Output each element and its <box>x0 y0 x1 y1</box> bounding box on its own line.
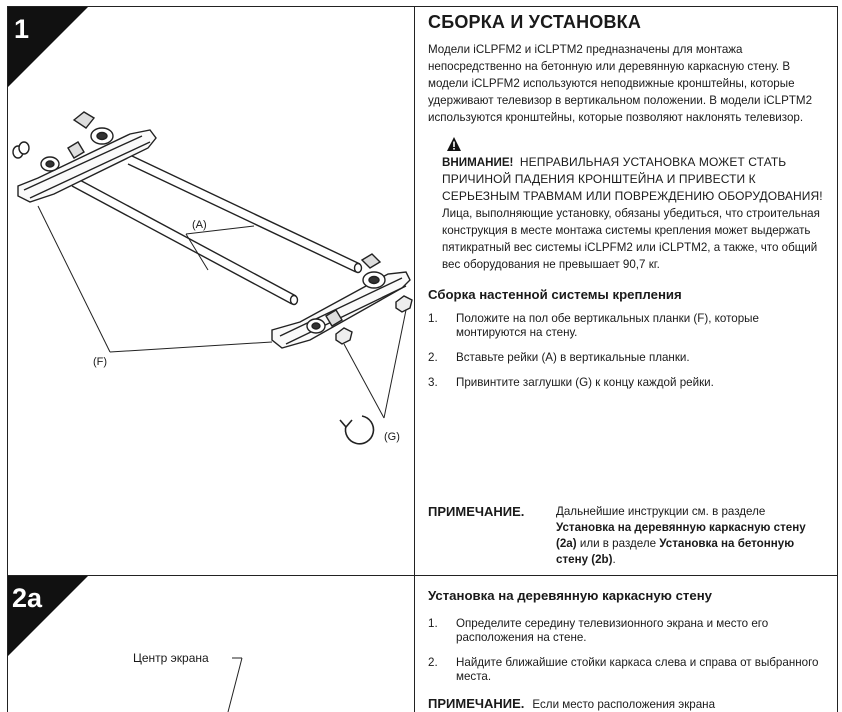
section-2a-subtitle: Установка на деревянную каркасную стену <box>428 588 713 603</box>
section-2a-steps <box>428 617 826 684</box>
note-link-2a: Установка на деревянную каркасную стену (2a) <box>556 521 806 550</box>
label-brackets-f: (F) <box>93 356 108 368</box>
section-1-note <box>428 498 828 578</box>
section-1-title: СБОРКА И УСТАНОВКА <box>428 12 642 32</box>
assembly-subtitle: Сборка настенной системы крепления <box>428 287 682 302</box>
warning-icon <box>446 136 462 152</box>
list-item: 1. Определите середину телевизионного экрана и место его расположения на стене. <box>428 617 769 644</box>
step-2a-number: 2a <box>12 583 43 613</box>
list-item: 1. Положите на пол обе вертикальных планки (F), которые монтируются на стену. <box>428 312 759 339</box>
intro-paragraph: Модели iCLPFM2 и iCLPTM2 предназначены для монтажа непосредственно на бетонную или деревянную каркасную стену. В модели iCLPFM2 используются неподвижные кронштейны, которые удерживают телевизор в вертикальном положении. В модели iCLPTM2 используются кронштейны, которые позволяют наклонять телевизор. <box>428 43 813 124</box>
warning-body: Лица, выполняющие установку, обязаны убедиться, что строительная конструкция в месте монтажа системы крепления может выдержать пятикратный вес системы iCLPFM2 или iCLPTM2, а также, что общий вес оборудования не превышает 90,7 кг. <box>442 207 820 271</box>
note-text: Дальнейшие инструкции см. в разделе Установка на деревянную каркасную стену (2a) или в разделе Установка на бетонную стену (2b). <box>556 505 806 566</box>
warning-caps: НЕПРАВИЛЬНАЯ УСТАНОВКА МОЖЕТ СТАТЬ ПРИЧИНОЙ ПАДЕНИЯ КРОНШТЕЙНА И ПРИВЕСТИ К СЕРЬЕЗНЫМ ТРАВМАМ ИЛИ ПОВРЕЖДЕНИЮ ОБОРУДОВАНИЯ! <box>442 155 823 203</box>
label-caps-g: (G) <box>384 431 400 443</box>
list-item: 3. Привинтите заглушки (G) к концу каждой рейки. <box>428 376 714 389</box>
warning-text <box>442 140 826 273</box>
assembly-illustration <box>10 90 414 460</box>
assembly-steps <box>428 312 826 390</box>
list-item: 2. Найдите ближайшие стойки каркаса слева и справа от выбранного места. <box>428 656 819 683</box>
section-2a-text <box>428 588 826 695</box>
center-leader-line <box>206 650 256 712</box>
warning-label: ВНИМАНИЕ! <box>442 156 514 169</box>
note-link-2b: Установка на бетонную стену (2b) <box>556 537 795 566</box>
list-item: 2. Вставьте рейки (A) в вертикальные планки. <box>428 351 690 364</box>
column-divider <box>414 6 415 712</box>
step-1-number: 1 <box>14 14 30 44</box>
section-2a-note: ПРИМЕЧАНИЕ. Если место расположения экрана <box>428 696 716 711</box>
note-label: ПРИМЕЧАНИЕ. <box>428 504 525 519</box>
label-rails-a: (A) <box>192 219 207 231</box>
screen-center-label: Центр экрана <box>133 651 209 665</box>
section-1-text <box>428 10 826 401</box>
warning-block <box>428 140 826 273</box>
